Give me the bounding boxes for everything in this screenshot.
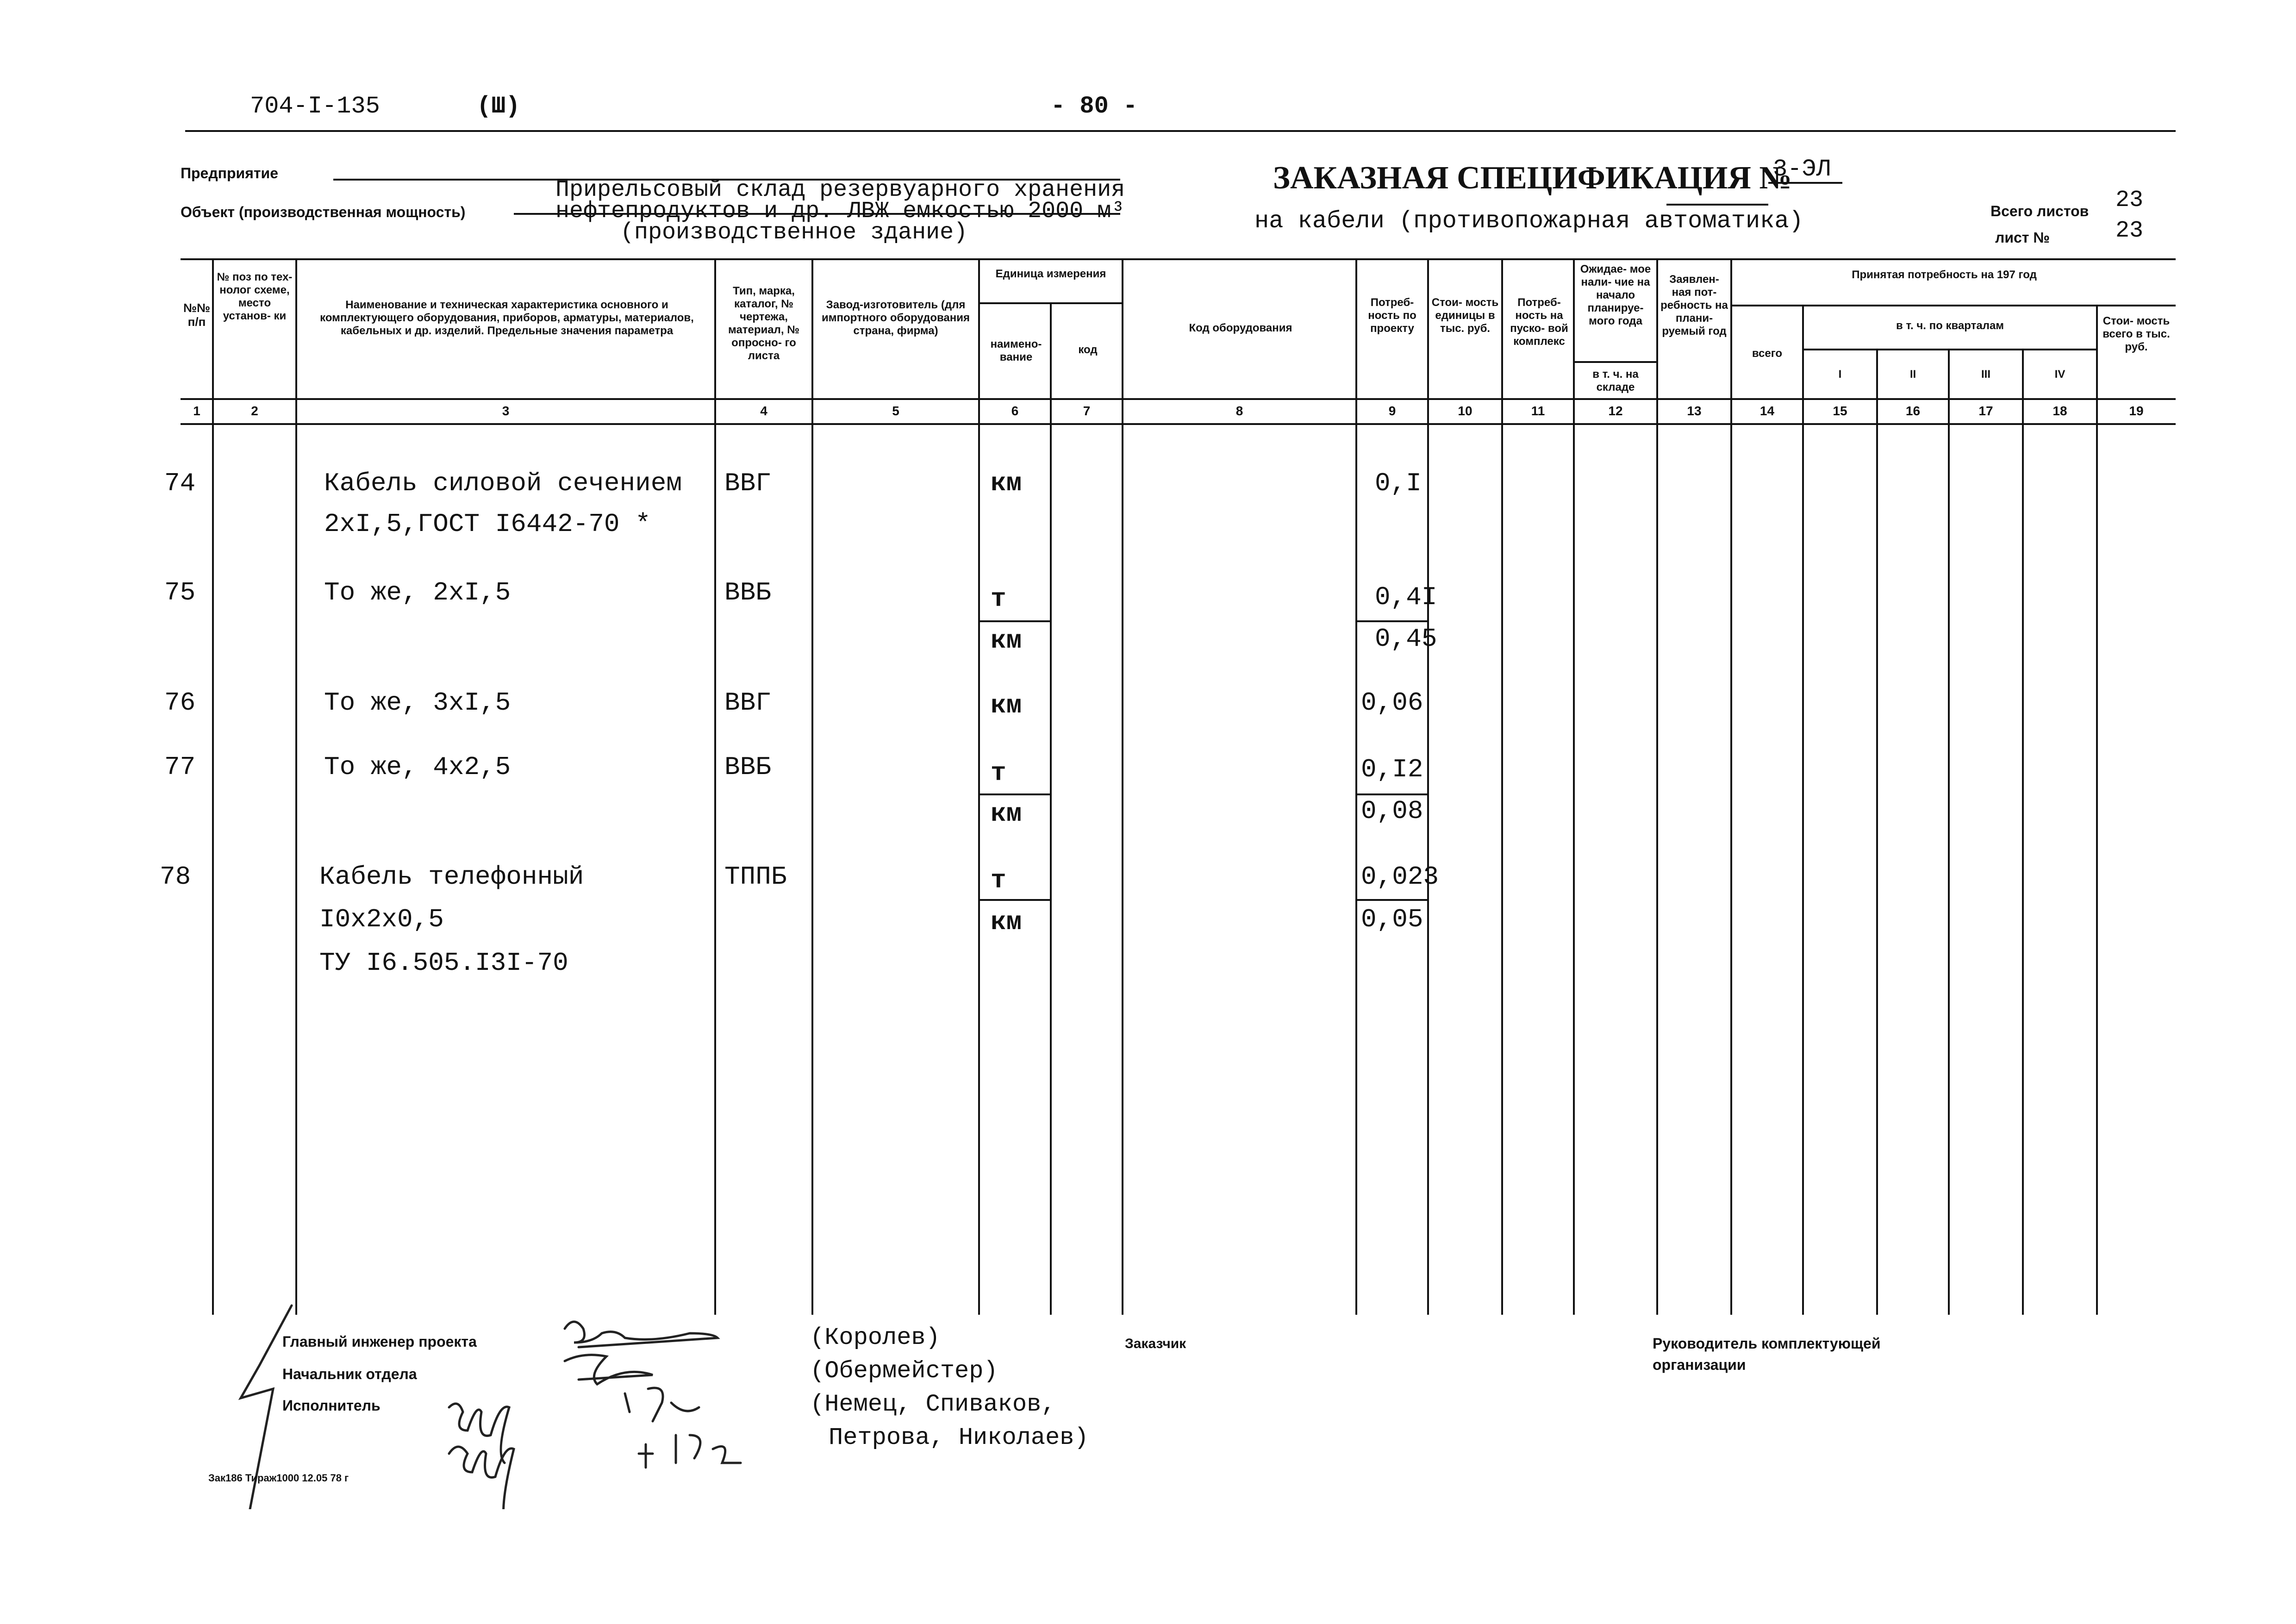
total-sheets-label: Всего листов: [1990, 203, 2089, 219]
spec-number: 3-ЭЛ: [1773, 156, 1831, 183]
col-number: 17: [1978, 404, 1993, 418]
executor-name-2: Петрова, Николаев): [829, 1424, 1089, 1451]
col-number: 6: [1011, 404, 1019, 418]
row-type: ТППБ: [724, 862, 787, 892]
org-head-label-1: Руководитель комплектующей: [1653, 1335, 1881, 1352]
col-number: 14: [1759, 404, 1775, 418]
col-header-6: наимено- вание: [990, 338, 1042, 363]
row-unit: т: [991, 758, 1006, 788]
col-header-3: Наименование и техническая характеристика основного и комплектующего оборудования, приборов, арматуры, материалов, кабельных и др. изделий. Предельные значения параметра: [320, 299, 694, 337]
object-label: Объект (производственная мощность): [181, 204, 466, 220]
col-number: 19: [2129, 404, 2144, 418]
row-number: 75: [164, 578, 196, 607]
row-name-line: 2хI,5,ГОСТ I6442-70 *: [324, 509, 651, 539]
row-unit: км: [991, 799, 1022, 829]
row-name-line: I0х2х0,5: [319, 905, 444, 934]
col-number: 4: [760, 404, 767, 418]
sheet-label: лист №: [1995, 229, 2050, 246]
row-qty: 0,I: [1375, 468, 1422, 498]
col-number: 9: [1388, 404, 1396, 418]
col-header-10: Стои- мость единицы в тыс. руб.: [1431, 296, 1499, 335]
col-header-4: Тип, марка, каталог, № чертежа, материал, № опросно- го листа: [728, 285, 799, 362]
col-header-q2: II: [1909, 368, 1916, 381]
org-head-label-2: организации: [1653, 1356, 1746, 1373]
col-header-quarters-group: в т. ч. по кварталам: [1896, 319, 2004, 332]
chief-engineer-label: Главный инженер проекта: [282, 1333, 477, 1350]
row-type: ВВБ: [724, 752, 771, 782]
spec-subtitle: на кабели (противопожарная автоматика): [1254, 207, 1803, 235]
row-name-line: То же, 4х2,5: [324, 752, 511, 782]
row-type: ВВБ: [724, 578, 771, 607]
row-qty: 0,06: [1361, 688, 1423, 718]
chief-engineer-name: (Королев): [810, 1324, 940, 1351]
row-unit: т: [991, 584, 1006, 614]
col-header-12: Ожидае- мое нали- чие на начало планируе- мого года: [1580, 263, 1651, 327]
col-number: 12: [1608, 404, 1623, 418]
row-number: 78: [160, 862, 191, 892]
col-number: 2: [251, 404, 258, 418]
col-header-unit-group: Единица измерения: [995, 268, 1106, 280]
col-header-12-stock: в т. ч. на складе: [1592, 368, 1639, 394]
col-number: 1: [193, 404, 200, 418]
object-line-1: Прирельсовый склад резервуарного хранения: [555, 177, 1125, 203]
col-header-q3: III: [1981, 368, 1990, 381]
col-header-13: Заявлен- ная пот- ребность на плани- руемый год: [1660, 273, 1728, 337]
row-qty: 0,023: [1361, 862, 1439, 892]
col-header-1: №№ п/п: [183, 301, 210, 329]
row-unit: км: [991, 907, 1022, 937]
executor-name-1: (Немец, Спиваков,: [810, 1391, 1056, 1418]
row-qty: 0,08: [1361, 796, 1423, 826]
document-part: (Ш): [477, 93, 520, 120]
col-number: 7: [1083, 404, 1091, 418]
row-type: ВВГ: [724, 468, 771, 498]
col-number: 18: [2053, 404, 2067, 418]
row-name-line: То же, 3хI,5: [324, 688, 511, 718]
col-number: 16: [1905, 404, 1921, 418]
row-unit: км: [991, 468, 1022, 498]
col-header-11: Потреб- ность на пуско- вой комплекс: [1510, 296, 1568, 348]
row-name-line: Кабель телефонный: [319, 862, 584, 892]
dept-head-label: Начальник отдела: [282, 1366, 417, 1382]
document-code: 704-I-135: [250, 93, 380, 120]
customer-label: Заказчик: [1125, 1336, 1186, 1351]
spec-title: ЗАКАЗНАЯ СПЕЦИФИКАЦИЯ №: [1273, 160, 1792, 196]
col-header-2: № поз по тех- нолог схеме, место установ- ки: [217, 271, 293, 322]
col-number: 15: [1833, 404, 1847, 418]
row-name-line: То же, 2хI,5: [324, 578, 511, 607]
col-header-8: Код оборудования: [1189, 322, 1292, 334]
row-number: 74: [164, 468, 196, 498]
object-line-3: (производственное здание): [620, 219, 968, 246]
total-sheets-value: 23: [2115, 187, 2144, 213]
row-type: ВВГ: [724, 688, 771, 718]
row-qty: 0,45: [1375, 624, 1437, 654]
object-line-2: нефтепродуктов и др. ЛВЖ емкостью 2000 м³: [555, 198, 1125, 225]
row-qty: 0,I2: [1361, 755, 1423, 784]
col-header-q1: I: [1838, 368, 1842, 381]
row-number: 77: [164, 752, 196, 782]
col-number: 3: [502, 404, 510, 418]
row-unit: т: [991, 866, 1006, 895]
col-header-5: Завод-изготовитель (для импортного оборудования страна, фирма): [821, 299, 970, 337]
row-qty: 0,4I: [1375, 582, 1437, 612]
col-header-q4: IV: [2054, 368, 2065, 381]
sheet-value: 23: [2115, 218, 2144, 244]
enterprise-label: Предприятие: [181, 165, 279, 181]
dept-head-name: (Обермейстер): [810, 1357, 998, 1385]
col-number: 13: [1687, 404, 1702, 418]
col-number: 8: [1235, 404, 1243, 418]
executor-label: Исполнитель: [282, 1397, 381, 1414]
col-number: 10: [1458, 404, 1472, 418]
col-header-9: Потреб- ность по проекту: [1368, 296, 1416, 335]
footer-stamp: Зак186 Тираж1000 12.05 78 г: [208, 1472, 349, 1484]
row-unit: км: [991, 626, 1022, 656]
col-header-14: всего: [1752, 347, 1783, 360]
row-number: 76: [164, 688, 196, 718]
row-unit: км: [991, 691, 1022, 720]
col-header-accepted-group: Принятая потребность на 197 год: [1852, 269, 2037, 281]
col-number: 5: [892, 404, 899, 418]
page-number: - 80 -: [1051, 93, 1138, 120]
row-qty: 0,05: [1361, 905, 1423, 934]
col-header-7: код: [1078, 344, 1098, 356]
col-header-19: Стои- мость всего в тыс. руб.: [2103, 315, 2170, 353]
row-name-line: Кабель силовой сечением: [324, 468, 682, 498]
row-name-line: ТУ I6.505.I3I-70: [319, 948, 568, 978]
col-number: 11: [1531, 404, 1545, 418]
